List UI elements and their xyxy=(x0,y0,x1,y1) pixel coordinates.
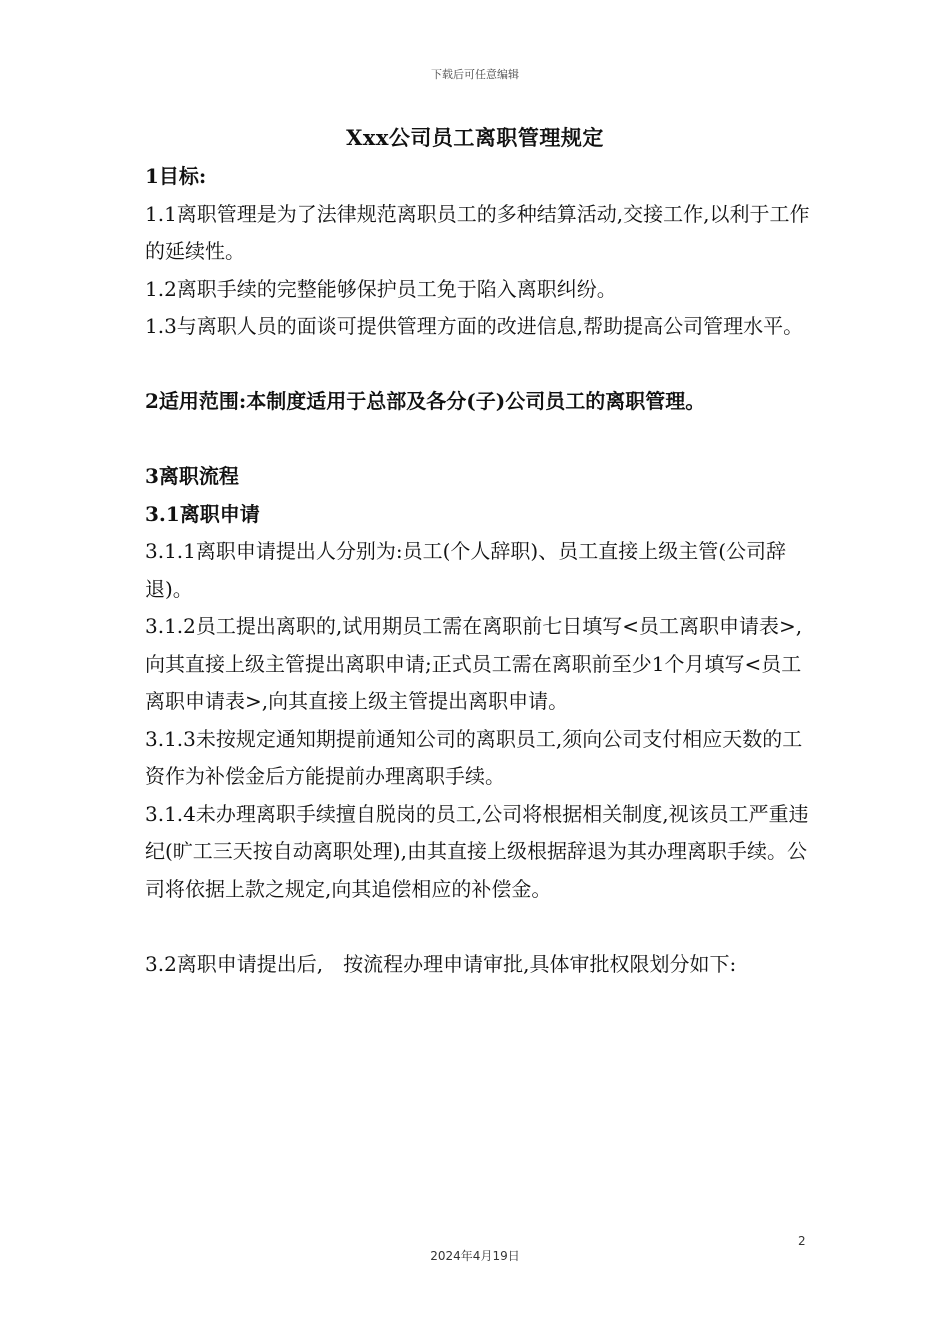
paragraph-3-1-2: 3.1.2员工提出离职的,试用期员工需在离职前七日填写<员工离职申请表>,向其直接上级主管提出离职申请;正式员工需在离职前至少1个月填写<员工离职申请表>,向其直接上级主管提出离职申请。 xyxy=(145,614,803,713)
section-3-heading: 3离职流程 xyxy=(145,464,239,488)
footer-date: 2024年4月19日 xyxy=(430,1249,520,1263)
document-body xyxy=(145,158,817,983)
spacer xyxy=(145,346,817,384)
paragraph-3-1-3: 3.1.3未按规定通知期提前通知公司的离职员工,须向公司支付相应天数的工资作为补偿金后方能提前办理离职手续。 xyxy=(145,726,803,788)
spacer xyxy=(145,908,817,946)
paragraph-3-1-4: 3.1.4未办理离职手续擅自脱岗的员工,公司将根据相关制度,视该员工严重违纪(旷工三天按自动离职处理),由其直接上级根据辞退为其办理离职手续。公司将依据上款之规定,向其追偿相应的补偿金。 xyxy=(145,801,809,901)
header-note: 下载后可任意编辑 xyxy=(431,68,519,81)
document-title: Xxx公司员工离职管理规定 xyxy=(346,125,604,150)
section-2-heading: 2适用范围:本制度适用于总部及各分(子)公司员工的离职管理。 xyxy=(145,389,706,413)
page-number: 2 xyxy=(798,1234,806,1248)
paragraph-1-1: 1.1离职管理是为了法律规范离职员工的多种结算活动,交接工作,以利于工作的延续性。 xyxy=(145,201,810,263)
paragraph-1-3: 1.3与离职人员的面谈可提供管理方面的改进信息,帮助提高公司管理水平。 xyxy=(145,314,804,338)
paragraph-1-2: 1.2离职手续的完整能够保护员工免于陷入离职纠纷。 xyxy=(145,276,617,301)
section-3-1-heading: 3.1离职申请 xyxy=(145,501,260,526)
paragraph-3-1-1: 3.1.1离职申请提出人分别为:员工(个人辞职)、员工直接上级主管(公司辞退)。 xyxy=(145,539,787,601)
spacer xyxy=(145,421,817,459)
paragraph-3-2: 3.2离职申请提出后, 按流程办理申请审批,具体审批权限划分如下: xyxy=(145,951,737,976)
section-1-heading: 1目标: xyxy=(145,164,207,188)
